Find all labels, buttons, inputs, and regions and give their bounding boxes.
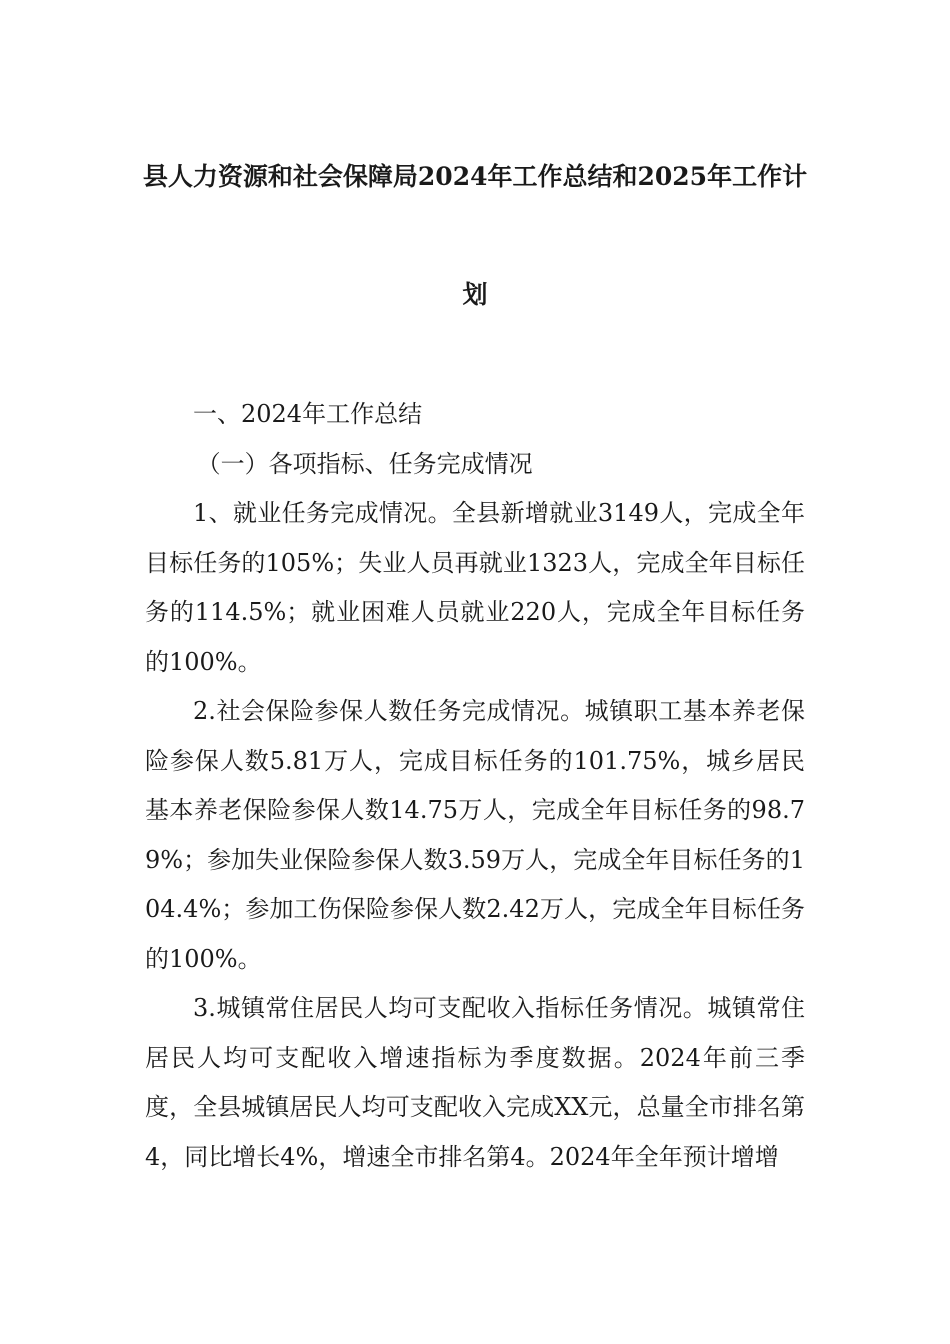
paragraph-income: 3.城镇常住居民人均可支配收入指标任务情况。城镇常住居民人均可支配收入增速指标为季度数据。2024年前三季度，全县城镇居民人均可支配收入完成XX元，总量全市排名第4，同比增长4%，增速全市排名第4。2024年全年预计增增: [145, 994, 805, 1171]
section-heading: 一、2024年工作总结: [193, 400, 423, 428]
subsection-heading: （一）各项指标、任务完成情况: [196, 449, 533, 478]
document-title-line2: 划: [462, 280, 488, 309]
document-title-line1: 县人力资源和社会保障局2024年工作总结和2025年工作计: [142, 162, 808, 191]
paragraph-social-insurance: 2.社会保险参保人数任务完成情况。城镇职工基本养老保险参保人数5.81万人，完成目标任务的101.75%，城乡居民基本养老保险参保人数14.75万人，完成全年目标任务的98.79%；参加失业保险参保人数3.59万人，完成全年目标任务的104.4%；参加工伤保险参保人数2.42万人，完成全年目标任务的100%。: [145, 697, 805, 973]
paragraph-employment: 1、就业任务完成情况。全县新增就业3149人，完成全年目标任务的105%；失业人员再就业1323人，完成全年目标任务的114.5%；就业困难人员就业220人，完成全年目标任务的100%。: [145, 499, 805, 676]
document-body: [145, 390, 805, 1182]
